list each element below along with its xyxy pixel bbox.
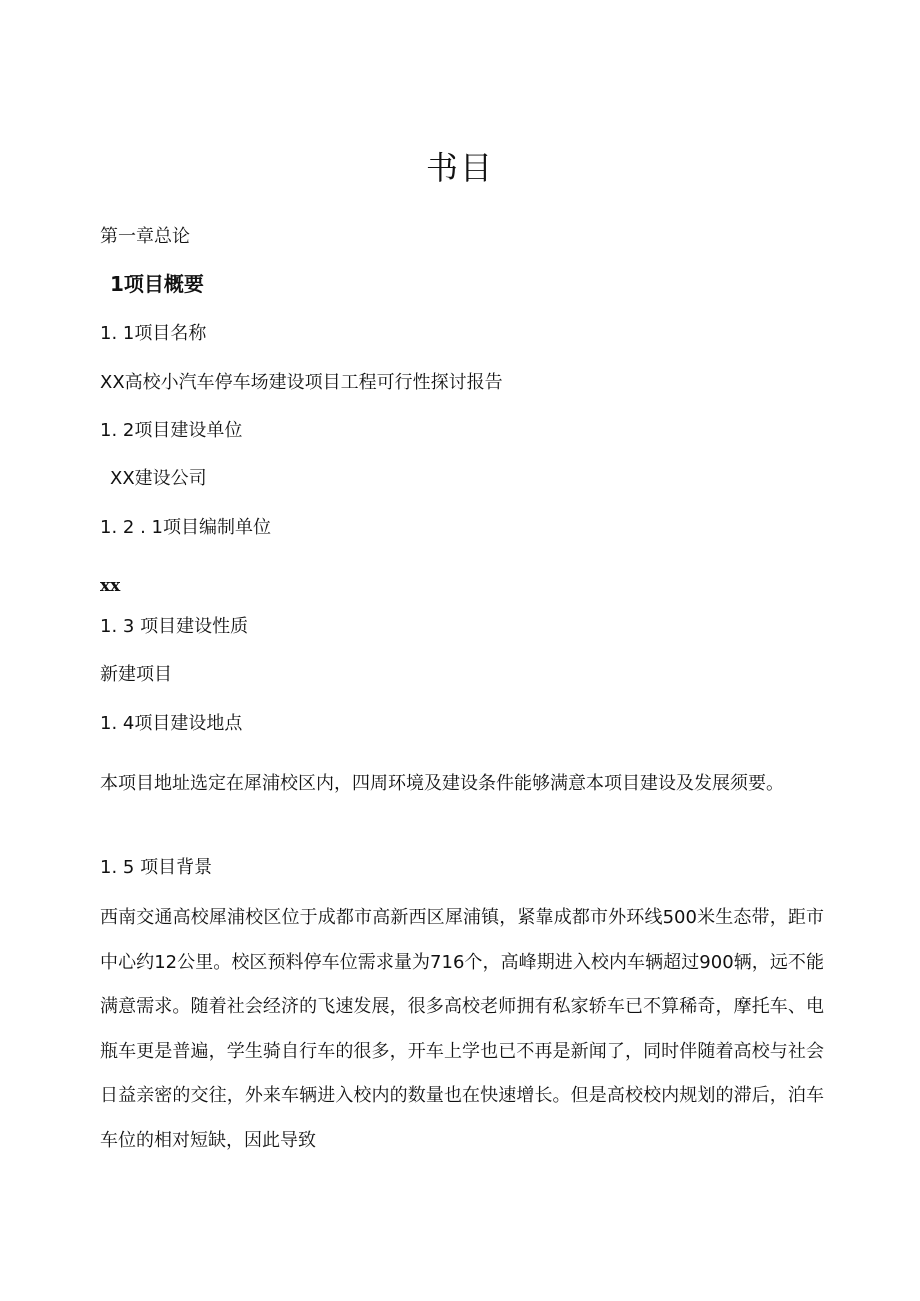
subsection-heading-construction-location: 1. 4项目建设地点 [100,713,243,734]
project-background-paragraph: 西南交通高校犀浦校区位于成都市高新西区犀浦镇，紧靠成都市外环线500米生态带，距市中心约12公里。校区预料停车位需求量为716个，高峰期进入校内车辆超过900辆，远不能满意需求。随着社会经济的飞速发展，很多高校老师拥有私家轿车已不算稀奇，摩托车、电瓶车更是普遍，学生骑自行车的很多，开车上学也已不再是新闻了，同时伴随着高校与社会日益亲密的交往，外来车辆进入校内的数量也在快速增长。但是高校校内规划的滞后，泊车车位的相对短缺，因此导致 [100,907,824,1151]
subsection-heading-project-background: 1. 5 项目背景 [100,857,213,878]
chapter-heading: 第一章总论 [100,226,190,247]
document-title: 书目 [425,149,494,187]
section-heading-overview: 1项目概要 [110,272,204,296]
subsection-heading-construction-nature: 1. 3 项目建设性质 [100,616,249,637]
construction-nature-value: 新建项目 [100,664,172,685]
subsection-heading-construction-unit: 1. 2项目建设单位 [100,420,243,441]
construction-unit-value: XX建设公司 [110,468,207,489]
project-name-value: XX高校小汽车停车场建设项目工程可行性探讨报告 [100,372,503,393]
subsection-heading-compiling-unit: 1. 2 . 1项目编制单位 [100,517,271,538]
compiling-unit-value: xx [100,576,121,596]
construction-location-paragraph: 本项目地址选定在犀浦校区内，四周环境及建设条件能够满意本项目建设及发展须要。 [100,773,784,794]
subsection-heading-project-name: 1. 1项目名称 [100,323,207,344]
